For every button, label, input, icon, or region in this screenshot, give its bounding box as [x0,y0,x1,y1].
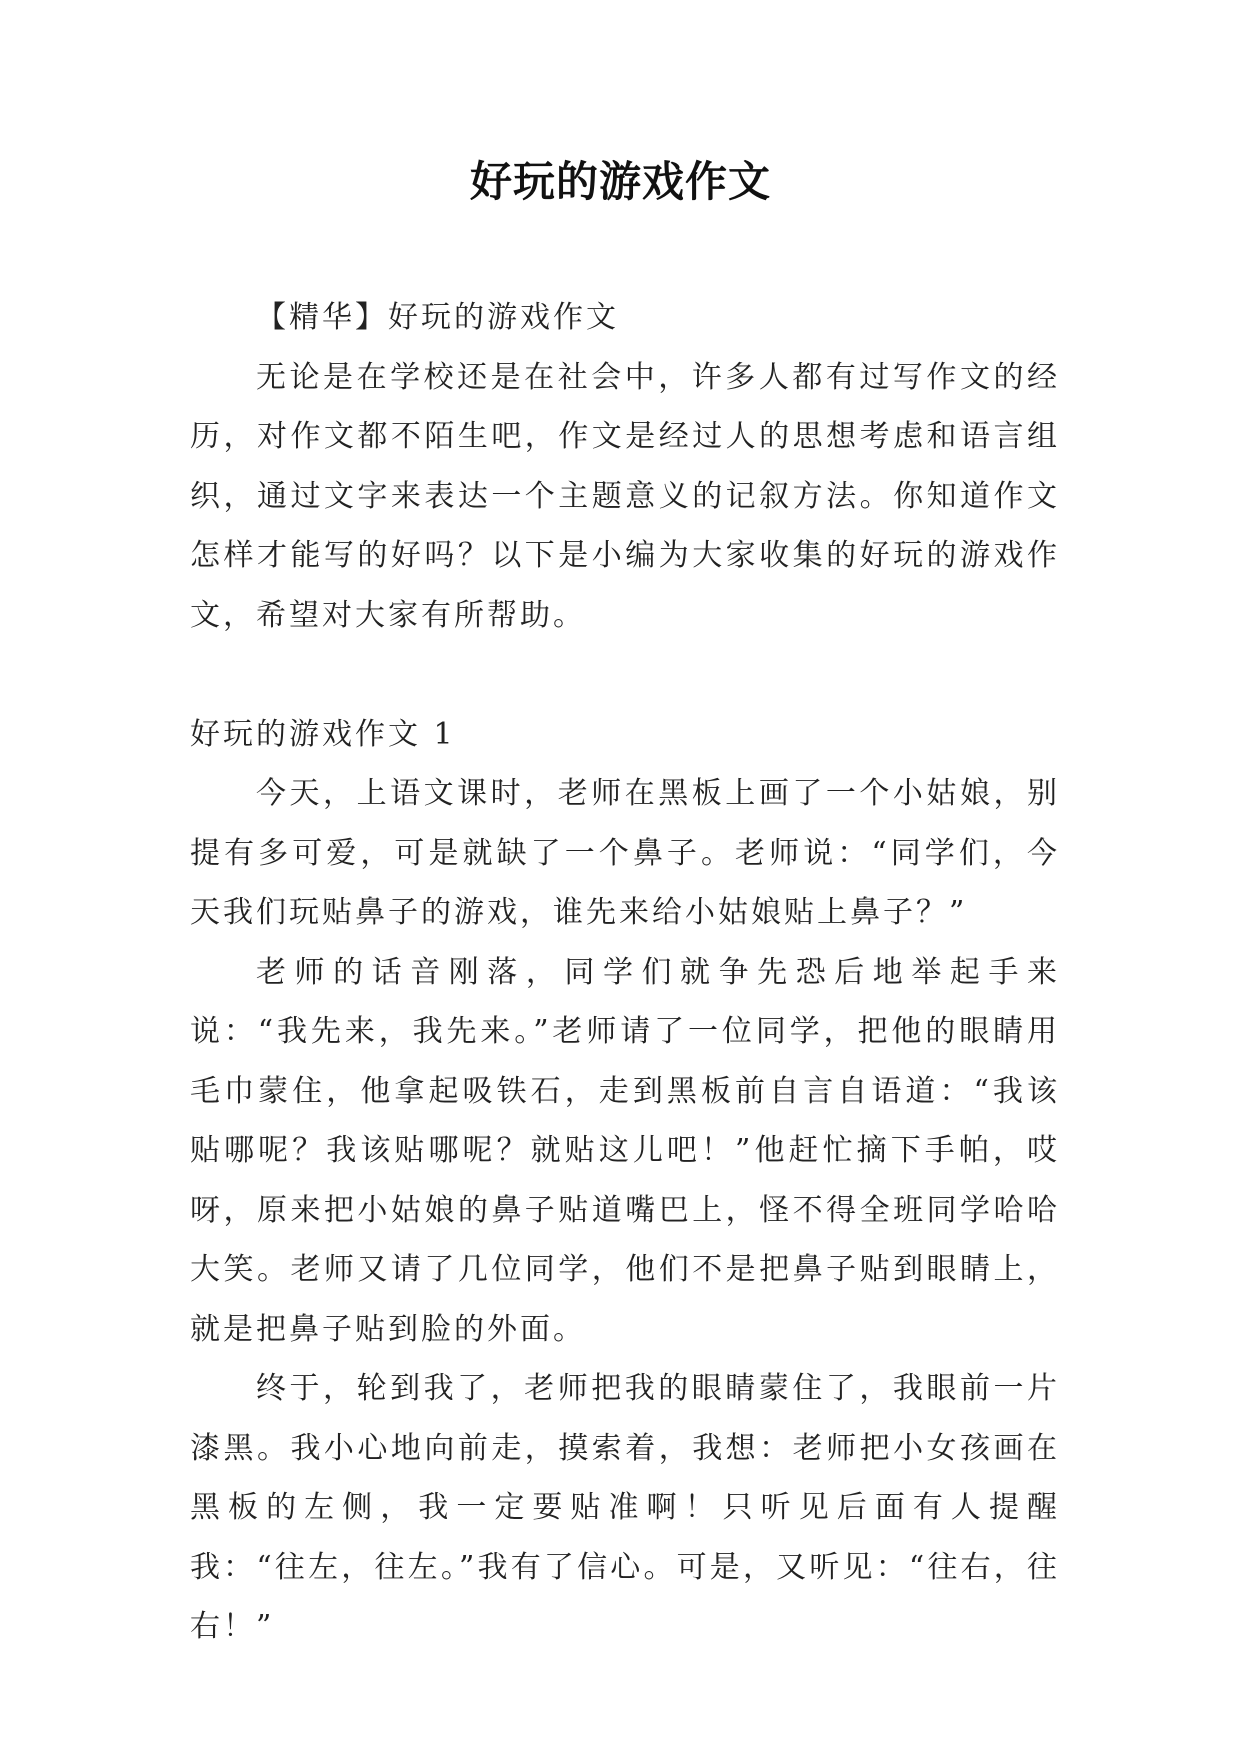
intro-paragraph: 无论是在学校还是在社会中，许多人都有过写作文的经历，对作文都不陌生吧，作文是经过人的思想考虑和语言组织，通过文字来表达一个主题意义的记叙方法。你知道作文怎样才能写的好吗？以下是小编为大家收集的好玩的游戏作文，希望对大家有所帮助。 [190,359,1060,633]
body-paragraph-3: 终于，轮到我了，老师把我的眼睛蒙住了，我眼前一片漆黑。我小心地向前走，摸索着，我想：老师把小女孩画在黑板的左侧，我一定要贴准啊！只听见后面有人提醒我：“往左，往左。”我有了信心。可是，又听见：“往右，往右！” [190,1371,1060,1644]
section-heading: 好玩的游戏作文 1 [190,716,456,752]
document-title: 好玩的游戏作文 [469,157,771,206]
body-paragraph-2: 老师的话音刚落，同学们就争先恐后地举起手来说：“我先来，我先来。”老师请了一位同学，把他的眼睛用毛巾蒙住，他拿起吸铁石，走到黑板前自言自语道：“我该贴哪呢？我该贴哪呢？就贴这儿吧！”他赶忙摘下手帕，哎呀，原来把小姑娘的鼻子贴道嘴巴上，怪不得全班同学哈哈大笑。老师又请了几位同学，他们不是把鼻子贴到眼睛上，就是把鼻子贴到脸的外面。 [190,954,1060,1347]
document-body [190,288,1060,1657]
body-paragraph-1: 今天，上语文课时，老师在黑板上画了一个小姑娘，别提有多可爱，可是就缺了一个鼻子。老师说：“同学们，今天我们玩贴鼻子的游戏，谁先来给小姑娘贴上鼻子？” [190,776,1060,930]
intro-heading: 【精华】好玩的游戏作文 [256,300,619,335]
